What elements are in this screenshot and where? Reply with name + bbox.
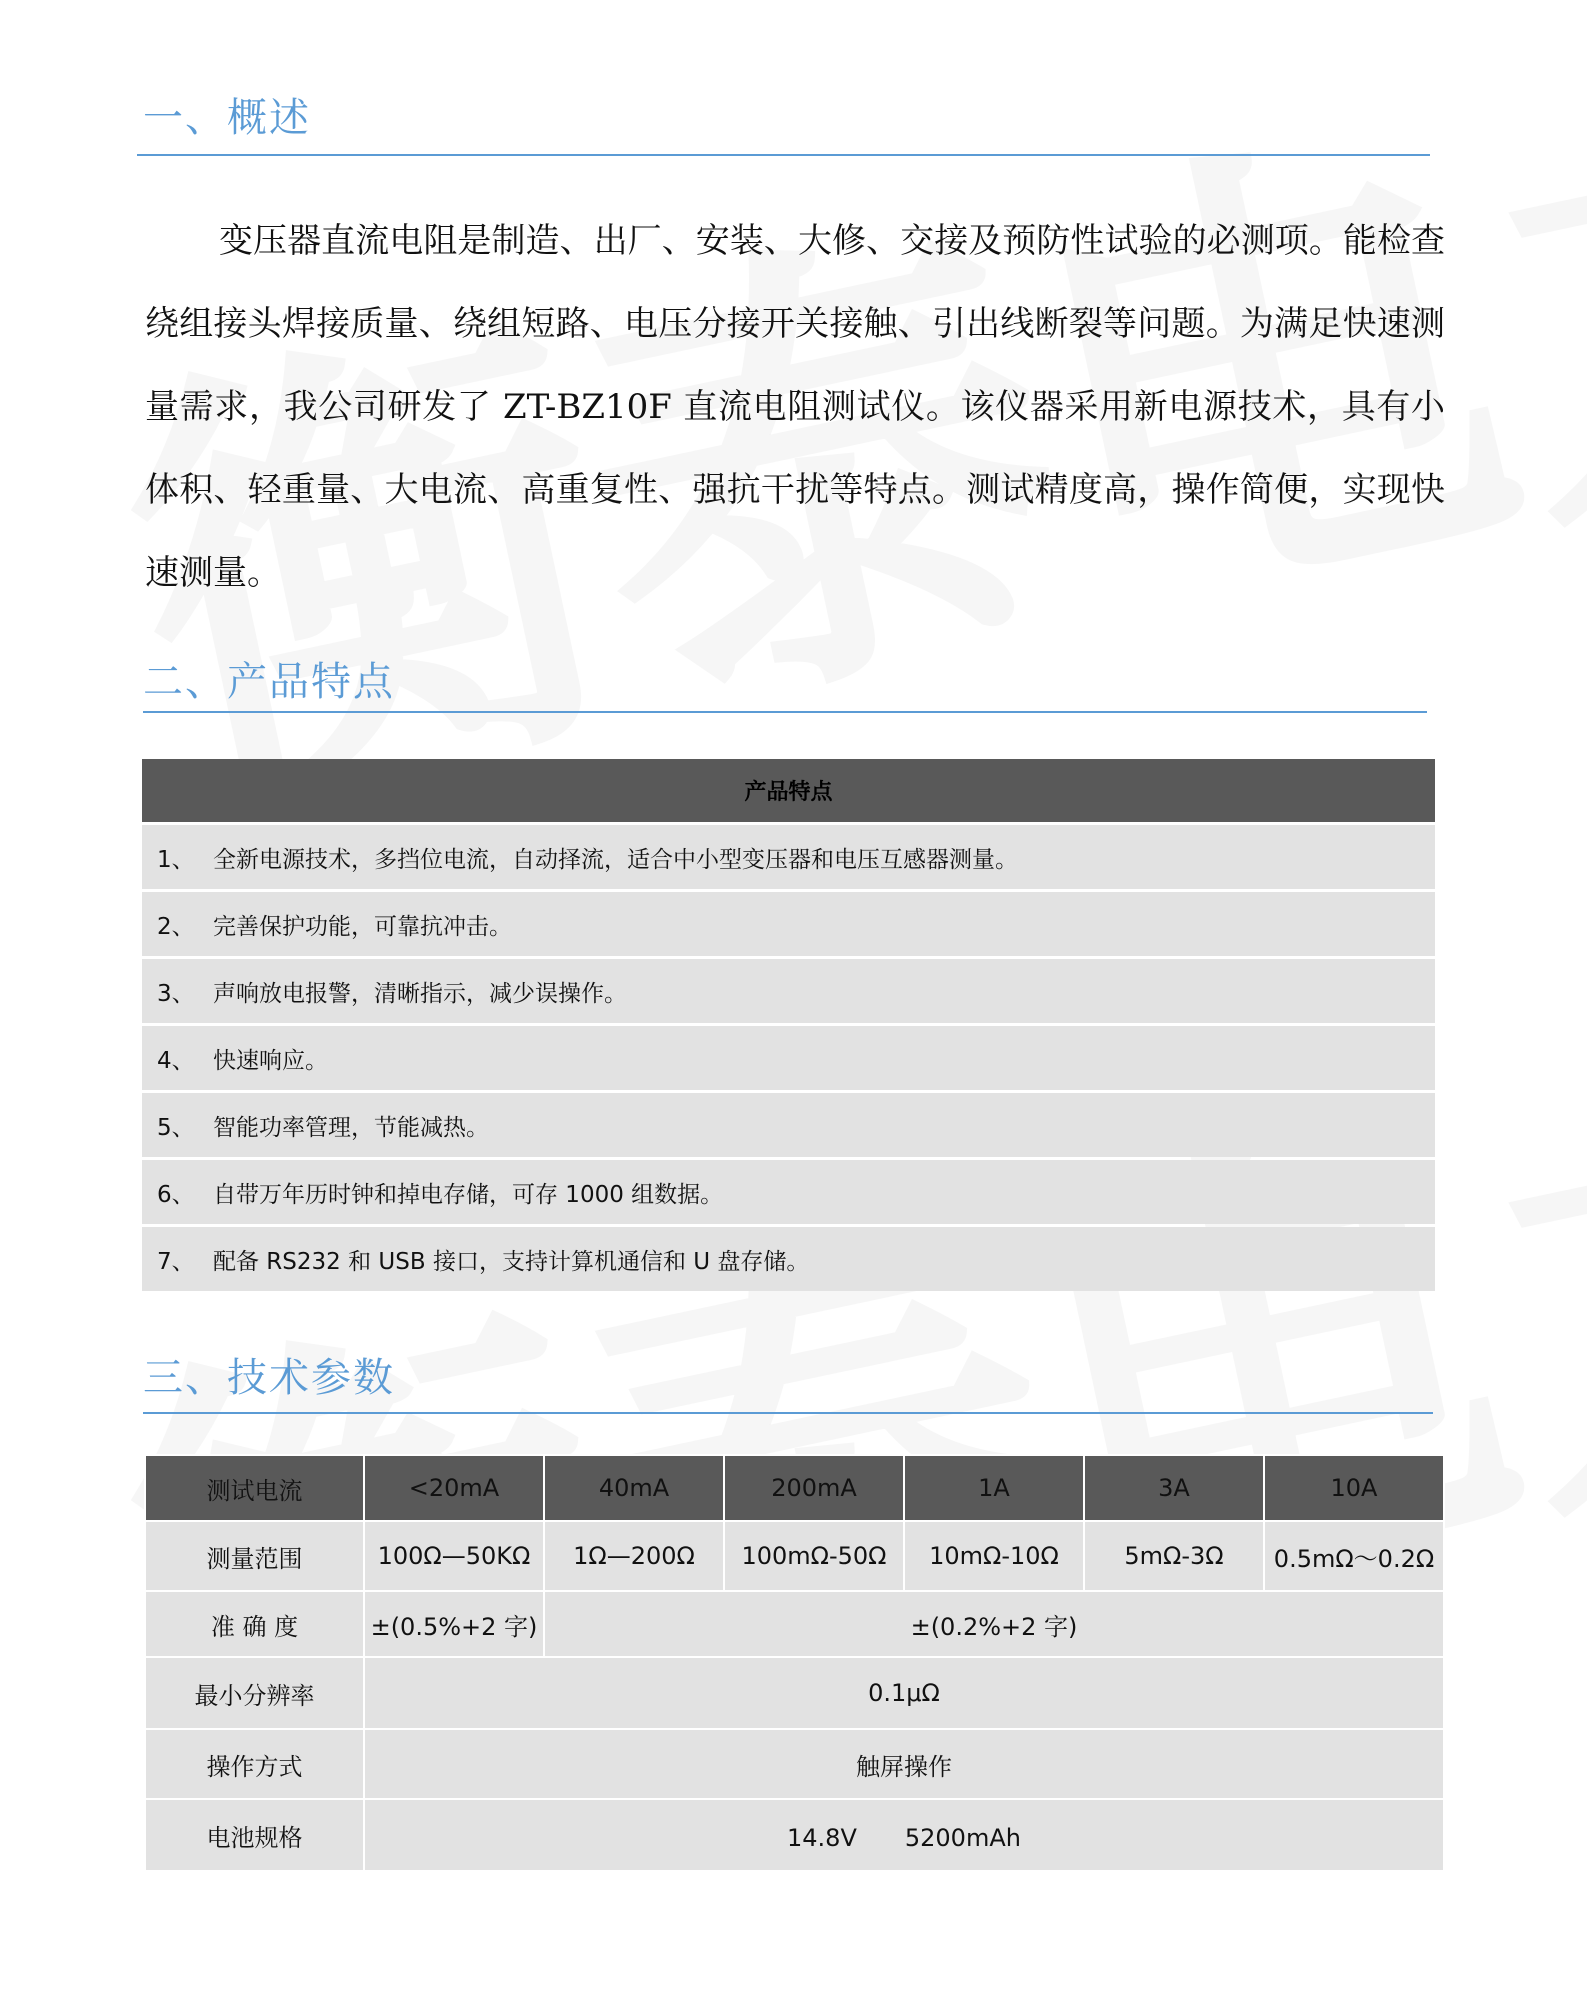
section-title-specs: 三、技术参数 (143, 1355, 395, 1401)
spec-label: 最小分辨率 (145, 1657, 364, 1729)
feature-row (142, 825, 1435, 889)
spec-label: 测试电流 (145, 1455, 364, 1521)
feature-row (142, 892, 1435, 956)
spec-range-value: 100Ω—50KΩ (364, 1521, 544, 1591)
feature-text: 完善保护功能，可靠抗冲击。 (213, 913, 512, 940)
feature-row (142, 1227, 1435, 1291)
feature-number: 6、 (157, 1181, 195, 1208)
feature-number: 5、 (157, 1114, 195, 1141)
spec-current: 3A (1084, 1455, 1264, 1521)
spec-current: 1A (904, 1455, 1084, 1521)
feature-row (142, 1093, 1435, 1157)
spec-current: 200mA (724, 1455, 904, 1521)
feature-text: 全新电源技术，多挡位电流，自动择流，适合中小型变压器和电压互感器测量。 (213, 846, 1018, 873)
features-table-header: 产品特点 (142, 759, 1435, 822)
section-title-features: 二、产品特点 (143, 659, 395, 705)
spec-range-value: 5mΩ-3Ω (1084, 1521, 1264, 1591)
spec-label: 测量范围 (145, 1521, 364, 1591)
feature-row (142, 1160, 1435, 1224)
spec-current: 40mA (544, 1455, 724, 1521)
spec-label: 电池规格 (145, 1799, 364, 1871)
spec-range-value: 1Ω—200Ω (544, 1521, 724, 1591)
spec-resolution-value: 0.1μΩ (364, 1657, 1444, 1729)
spec-battery-row (145, 1799, 1444, 1871)
spec-range-value: 100mΩ-50Ω (724, 1521, 904, 1591)
section-rule (137, 154, 1430, 156)
feature-text: 快速响应。 (213, 1047, 328, 1074)
overview-paragraph: 变压器直流电阻是制造、出厂、安装、大修、交接及预防性试验的必测项。能检查绕组接头焊接质量、绕组短路、电压分接开关接触、引出线断裂等问题。为满足快速测量需求，我公司研发了 ZT-BZ10F 直流电阻测试仪。该仪器采用新电源技术，具有小体积、轻重量、大电流、高重复性、强抗干扰等特点。测试精度高，操作简便，实现快速测量。 (145, 221, 1445, 593)
feature-number: 1、 (157, 846, 195, 873)
spec-accuracy-row (145, 1591, 1444, 1657)
feature-text: 声响放电报警，清晰指示，减少误操作。 (213, 980, 627, 1007)
spec-accuracy-rest: ±(0.2%+2 字) (544, 1591, 1444, 1657)
feature-text: 智能功率管理，节能减热。 (213, 1114, 489, 1141)
features-table (142, 759, 1435, 1291)
feature-number: 4、 (157, 1047, 195, 1074)
spec-accuracy-first: ±(0.5%+2 字) (364, 1591, 544, 1657)
spec-current: <20mA (364, 1455, 544, 1521)
feature-number: 7、 (157, 1248, 195, 1275)
feature-row (142, 1026, 1435, 1090)
spec-label: 准 确 度 (145, 1591, 364, 1657)
section-rule (143, 1412, 1433, 1414)
spec-battery-value: 14.8V 5200mAh (364, 1799, 1444, 1871)
feature-number: 2、 (157, 913, 195, 940)
section-rule (143, 711, 1427, 713)
spec-current: 10A (1264, 1455, 1444, 1521)
feature-row (142, 959, 1435, 1023)
spec-header-row (145, 1455, 1444, 1521)
spec-range-value: 0.5mΩ～0.2Ω (1264, 1521, 1444, 1591)
spec-range-value: 10mΩ-10Ω (904, 1521, 1084, 1591)
spec-operation-value: 触屏操作 (364, 1729, 1444, 1799)
spec-operation-row (145, 1729, 1444, 1799)
feature-text: 配备 RS232 和 USB 接口，支持计算机通信和 U 盘存储。 (213, 1248, 810, 1275)
section-title-overview: 一、概述 (143, 95, 311, 141)
spec-table (144, 1454, 1445, 1872)
feature-number: 3、 (157, 980, 195, 1007)
feature-text: 自带万年历时钟和掉电存储，可存 1000 组数据。 (213, 1181, 724, 1208)
spec-label: 操作方式 (145, 1729, 364, 1799)
spec-resolution-row (145, 1657, 1444, 1729)
spec-range-row (145, 1521, 1444, 1591)
